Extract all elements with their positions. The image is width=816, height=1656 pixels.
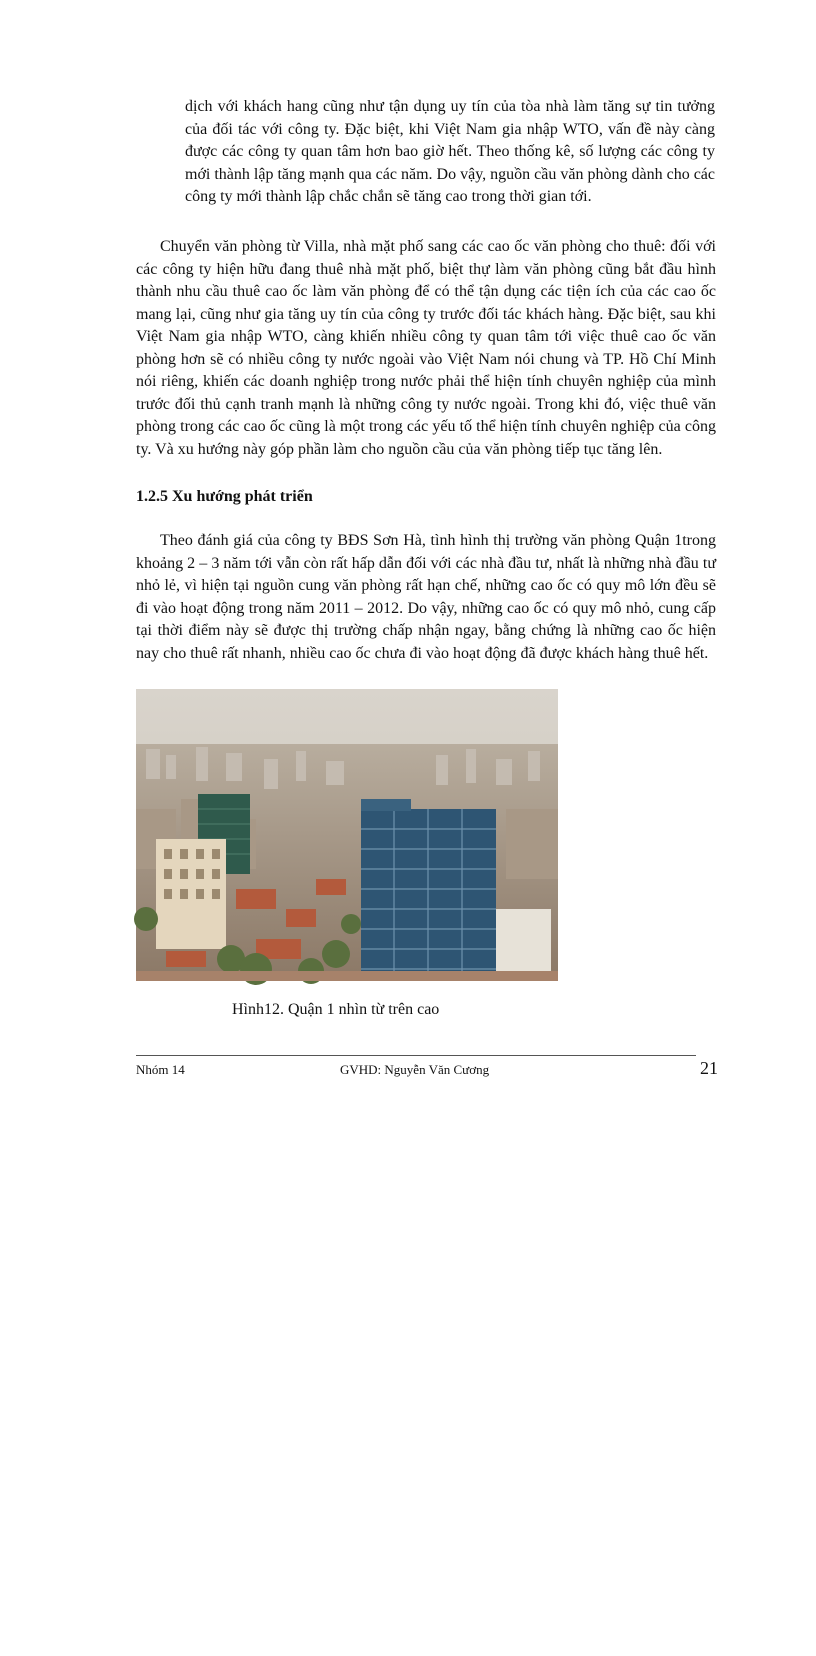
footer-advisor: GVHD: Nguyễn Văn Cương xyxy=(340,1062,490,1077)
paragraph-villa: Chuyển văn phòng từ Villa, nhà mặt phố sang các cao ốc văn phòng cho thuê: đối với các công ty hiện hữu đang thuê nhà mặt phố, biệt thự làm văn phòng cũng bắt đầu hình thành nhu cầu thuê cao ốc làm văn phòng để có thể tận dụng các tiện ích của các cao ốc mang lại, cũng như gia tăng uy tín của công ty trước đối tác khách hàng. Đặc biệt, sau khi Việt Nam gia nhập WTO, càng khiến nhiều công ty quan tâm tới việc thuê cao ốc văn phòng hơn sẽ có nhiều công ty nước ngoài vào Việt Nam nói chung và TP. Hồ Chí Minh nói riêng, khiến các doanh nghiệp trong nước phải thể hiện tính chuyên nghiệp của mình trước đối thủ cạnh tranh mạnh là những công ty nước ngoài. Trong khi đó, việc thuê văn phòng trong các cao ốc cũng là một trong các yếu tố thể hiện tính chuyên nghiệp của công ty. Và xu hướng này góp phần làm cho nguồn cầu của văn phòng tiếp tục tăng lên. xyxy=(136,238,716,458)
page-number: 21 xyxy=(700,1058,718,1078)
paragraph-trend: Theo đánh giá của công ty BĐS Sơn Hà, tình hình thị trường văn phòng Quận 1trong khoảng 2 – 3 năm tới vẫn còn rất hấp dẫn đối với các nhà đầu tư, nhất là những nhà đầu tư nhỏ lẻ, vì hiện tại nguồn cung văn phòng rất hạn chế, những cao ốc có quy mô lớn đều sẽ đi vào hoạt động trong năm 2011 – 2012. Do vậy, những cao ốc có quy mô nhỏ, cung cấp tại thời điểm này sẽ được thị trường chấp nhận ngay, bằng chứng là những cao ốc hiện nay cho thuê rất nhanh, nhiều cao ốc chưa đi vào hoạt động đã được khách hàng thuê hết. xyxy=(136,532,716,662)
footer-group: Nhóm 14 xyxy=(136,1062,185,1077)
photo-watermark: Ảnh.com xyxy=(560,1632,649,1656)
indented-paragraph: dịch với khách hang cũng như tận dụng uy tín của tòa nhà làm tăng sự tin tưởng của đối tác với công ty. Đặc biệt, khi Việt Nam gia nhập WTO, vấn đề này càng được các công ty quan tâm hơn bao giờ hết. Theo thống kê, số lượng các công ty mới thành lập tăng mạnh qua các năm. Do vậy, nguồn cầu văn phòng dành cho các công ty mới thành lập chắc chắn sẽ tăng cao trong thời gian tới. xyxy=(185,98,715,205)
section-heading: 1.2.5 Xu hướng phát triển xyxy=(136,488,313,505)
figure-caption: Hình12. Quận 1 nhìn từ trên cao xyxy=(232,1001,440,1018)
footer-divider xyxy=(136,1055,696,1056)
